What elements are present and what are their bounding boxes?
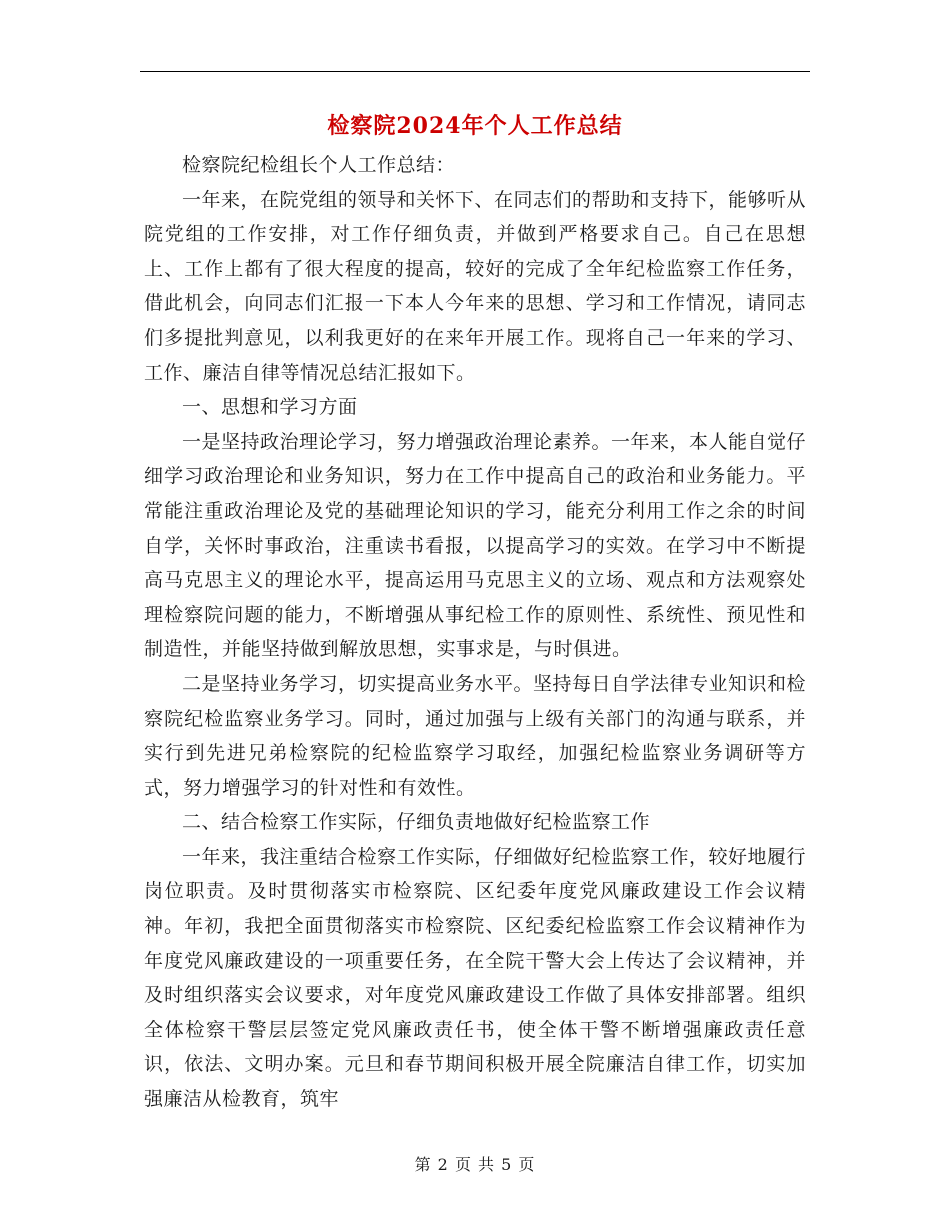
paragraph-business-study: 二是坚持业务学习，切实提高业务水平。坚持每日自学法律专业知识和检察院纪检监察业务学习。同时，通过加强与上级有关部门的沟通与联系，并实行到先进兄弟检察院的纪检监察学习取经，加强纪检监察业务调研等方式，努力增强学习的针对性和有效性。 (144, 672, 807, 799)
section-heading-1: 一、思想和学习方面 (182, 396, 358, 419)
header-rule (140, 71, 810, 72)
document-title: 检察院2024年个人工作总结 (327, 113, 623, 139)
paragraph-salutation: 检察院纪检组长个人工作总结： (182, 154, 456, 176)
page-number: 第 2 页 共 5 页 (414, 1155, 536, 1174)
document-body (144, 148, 806, 1117)
section-heading-2: 二、结合检察工作实际，仔细负责地做好纪检监察工作 (182, 811, 651, 834)
paragraph-political-study: 一是坚持政治理论学习，努力增强政治理论素养。一年来，本人能自觉仔细学习政治理论和业务知识，努力在工作中提高自己的政治和业务能力。平常能注重政治理论及党的基础理论知识的学习，能充分利用工作之余的时间自学，关怀时事政治，注重读书看报，以提高学习的实效。在学习中不断提高马克思主义的理论水平，提高运用马克思主义的立场、观点和方法观察处理检察院问题的能力，不断增强从事纪检工作的原则性、系统性、预见性和制造性，并能坚持做到解放思想，实事求是，与时俱进。 (144, 430, 807, 661)
paragraph-intro: 一年来，在院党组的领导和关怀下、在同志们的帮助和支持下，能够听从院党组的工作安排，对工作仔细负责，并做到严格要求自己。自己在思想上、工作上都有了很大程度的提高，较好的完成了全年纪检监察工作任务，借此机会，向同志们汇报一下本人今年来的思想、学习和工作情况，请同志们多提批判意见，以利我更好的在来年开展工作。现将自己一年来的学习、工作、廉洁自律等情况总结汇报如下。 (144, 188, 807, 384)
paragraph-discipline-work: 一年来，我注重结合检察工作实际，仔细做好纪检监察工作，较好地履行岗位职责。及时贯彻落实市检察院、区纪委年度党风廉政建设工作会议精神。年初，我把全面贯彻落实市检察院、区纪委纪检监察工作会议精神作为年度党风廉政建设的一项重要任务，在全院干警大会上传达了会议精神，并及时组织落实会议要求，对年度党风廉政建设工作做了具体安排部署。组织全体检察干警层层签定党风廉政责任书，使全体干警不断增强廉政责任意识，依法、文明办案。元旦和春节期间积极开展全院廉洁自律工作，切实加强廉洁从检教育，筑牢 (144, 845, 807, 1111)
